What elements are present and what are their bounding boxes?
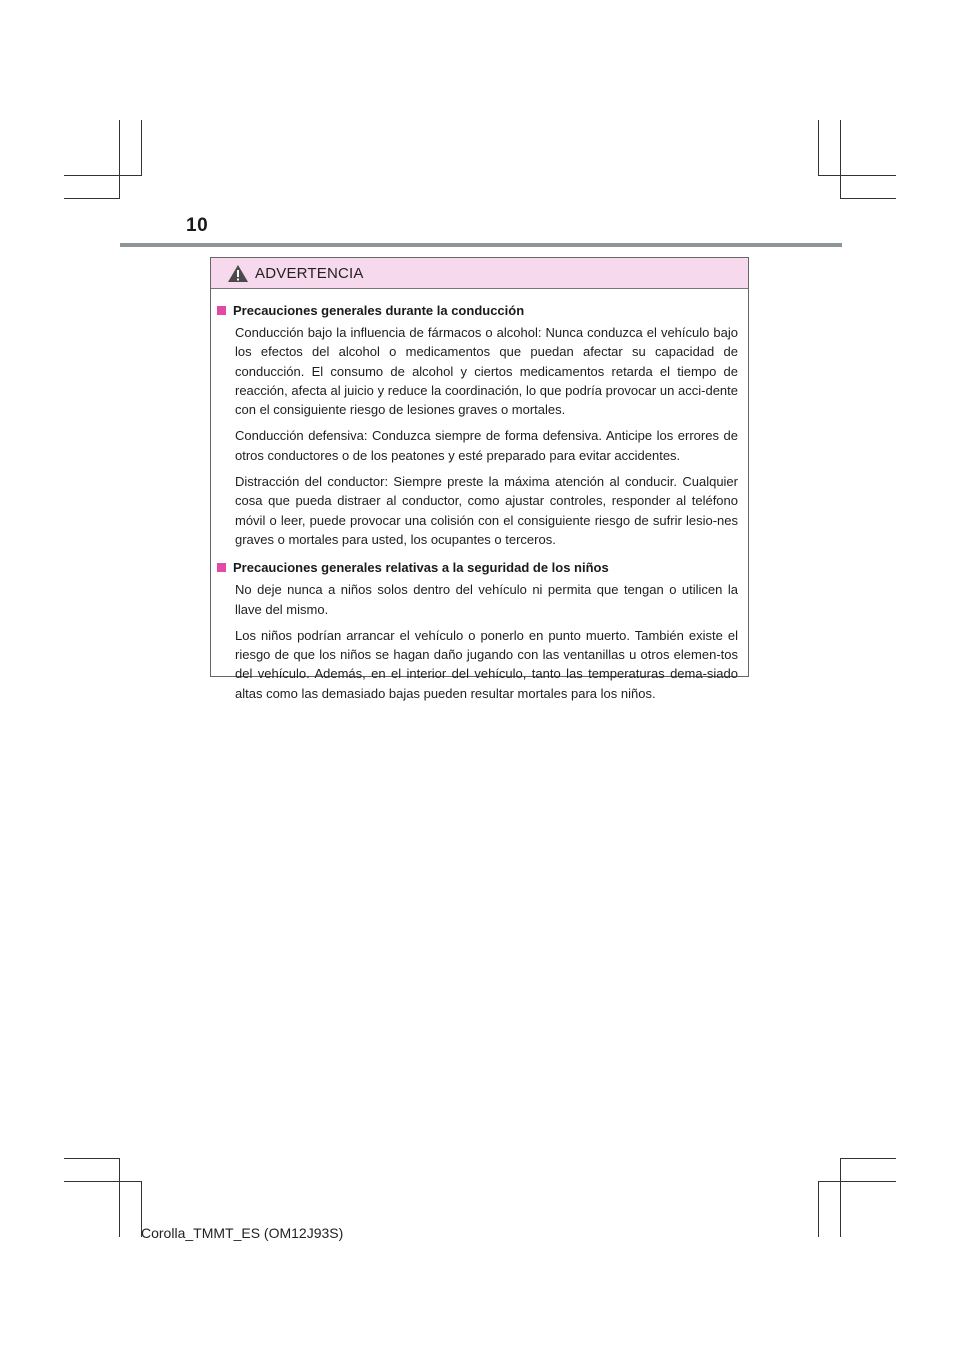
crop-mark: [818, 175, 896, 176]
paragraph: No deje nunca a niños solos dentro del vehículo ni permita que tengan o utilicen la llave del mismo.: [235, 582, 738, 617]
section-heading: [217, 558, 738, 577]
paragraph: Conducción defensiva: Conduzca siempre de forma defensiva. Anticipe los errores de otros conductores o de los peatones y esté preparado para evitar accidentes.: [235, 428, 738, 463]
crop-mark: [840, 1158, 896, 1159]
crop-mark: [141, 120, 142, 176]
warning-box: [210, 257, 749, 701]
paragraph: Los niños podrían arrancar el vehículo o ponerlo en punto muerto. También existe el riesgo de que los niños se hagan daño jugando con las ventanillas u otros elemen-tos del vehículo. Además, en el interior del vehículo, tanto las temperaturas dema-siado altas como las demasiado bajas pueden resultar mortales para los niños.: [235, 627, 738, 701]
crop-mark: [840, 1158, 841, 1237]
warning-title: ADVERTENCIA: [255, 264, 364, 282]
crop-mark: [64, 175, 142, 176]
footer-document-code: Corolla_TMMT_ES (OM12J93S): [141, 1225, 344, 1241]
section-heading-text: Precauciones generales durante la conducción: [233, 303, 525, 318]
crop-mark: [818, 1181, 896, 1182]
crop-mark: [840, 198, 896, 199]
crop-mark: [818, 1181, 819, 1237]
page-number: 10: [186, 215, 209, 236]
bullet-square-icon: [217, 306, 226, 315]
crop-mark: [119, 120, 120, 199]
crop-mark: [818, 120, 819, 176]
warning-header: [211, 258, 748, 289]
paragraph: Conducción bajo la influencia de fármacos o alcohol: Nunca conduzca el vehículo bajo los efectos del alcohol o medicamentos que puedan afectar su capacidad de conducción. El consumo de alcohol y ciertos medicamentos retarda el tiempo de reacción, afecta al juicio y reduce la coordinación, lo que podría provocar un acci-dente con el consiguiente riesgo de lesiones graves o mortales.: [235, 325, 738, 418]
crop-mark: [840, 120, 841, 199]
paragraph: Distracción del conductor: Siempre preste la máxima atención al conducir. Cualquier cosa que pueda distraer al conductor, como ajustar controles, responder al teléfono móvil o leer, puede provocar una colisión con el consiguiente riesgo de sufrir lesio-nes graves o mortales para usted, los ocupantes o terceros.: [235, 474, 738, 547]
crop-mark: [119, 1158, 120, 1237]
crop-mark: [64, 1158, 120, 1159]
bullet-square-icon: [217, 563, 226, 572]
crop-mark: [64, 1181, 142, 1182]
warning-body: [211, 289, 748, 710]
section-heading: [217, 301, 738, 320]
section-heading-text: Precauciones generales relativas a la seguridad de los niños: [233, 560, 609, 576]
warning-triangle-icon: [227, 264, 249, 283]
header-rule: [120, 243, 842, 247]
crop-mark: [64, 198, 120, 199]
